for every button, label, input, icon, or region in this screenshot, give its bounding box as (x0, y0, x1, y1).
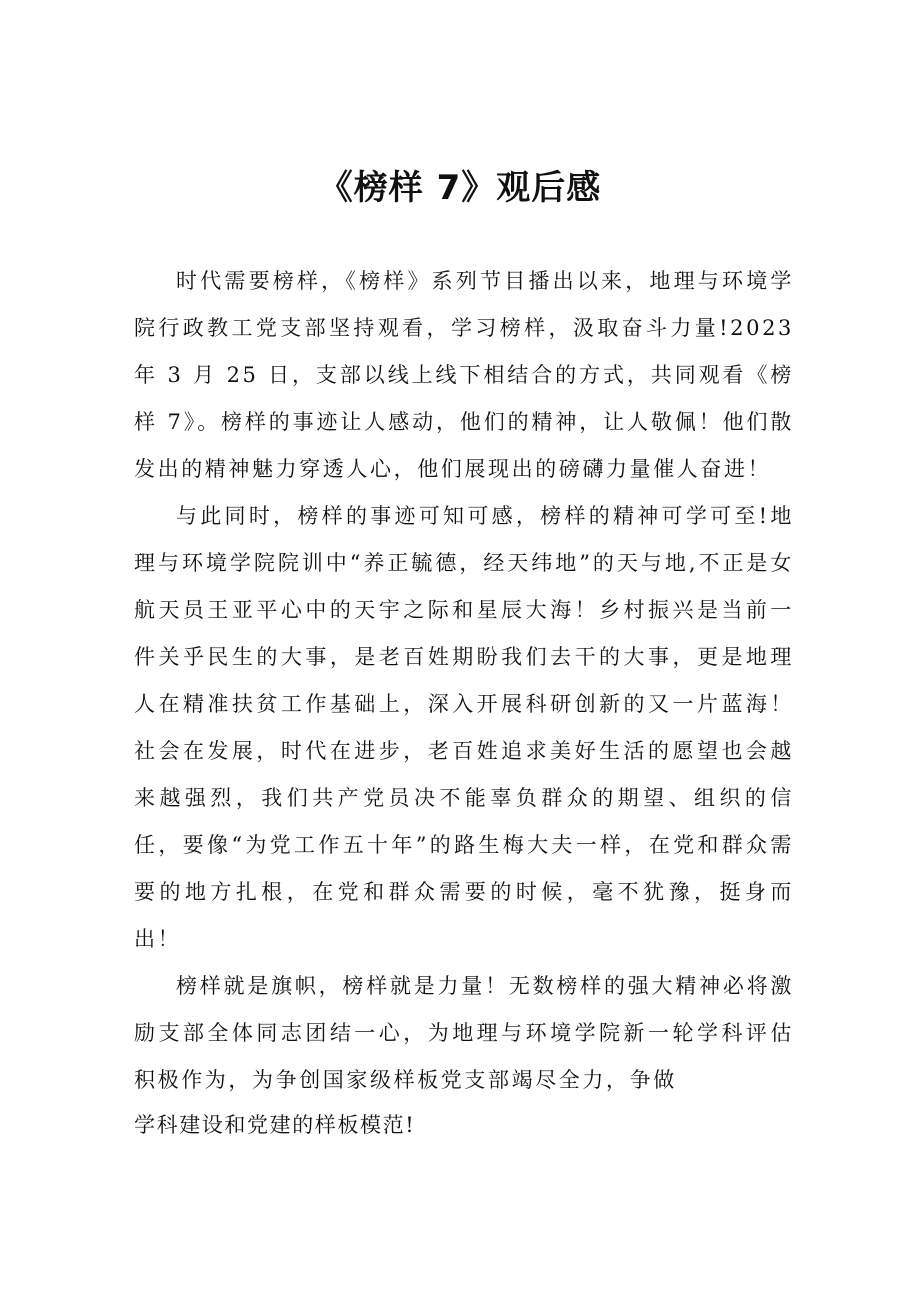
paragraph-2: 与此同时，榜样的事迹可知可感，榜样的精神可学可至!地理与环境学院院训中“养正毓德，经天纬地”的天与地,不正是女航天员王亚平心中的天宇之际和星辰大海！乡村振兴是当前一件关乎民生的大事，是老百姓期盼我们去干的大事，更是地理人在精准扶贫工作基础上，深入开展科研创新的又一片蓝海！社会在发展，时代在进步，老百姓追求美好生活的愿望也会越来越强烈，我们共产党员决不能辜负群众的期望、组织的信任，要像“为党工作五十年”的路生梅大夫一样，在党和群众需要的地方扎根，在党和群众需要的时候，毫不犹豫，挺身而出！ (134, 504, 794, 951)
paragraph-3: 榜样就是旗帜，榜样就是力量！无数榜样的强大精神必将激励支部全体同志团结一心，为地理与环境学院新一轮学科评估积极作为，为争创国家级样板党支部竭尽全力，争做 (134, 974, 794, 1092)
paragraph-3-last-line: 学科建设和党建的样板模范! (134, 1113, 416, 1137)
paragraph-1: 时代需要榜样，《榜样》系列节目播出以来，地理与环境学院行政教工党支部坚持观看，学习榜样，汲取奋斗力量!2023 年 3 月 25 日，支部以线上线下相结合的方式，共同观看《榜样 7》。榜样的事迹让人感动，他们的精神，让人敬佩！他们散发出的精神魅力穿透人心，他们展现出的磅礴力量催人奋进！ (134, 269, 794, 481)
document-body (134, 258, 794, 1149)
document-title: 《榜样 7》观后感 (318, 168, 602, 208)
